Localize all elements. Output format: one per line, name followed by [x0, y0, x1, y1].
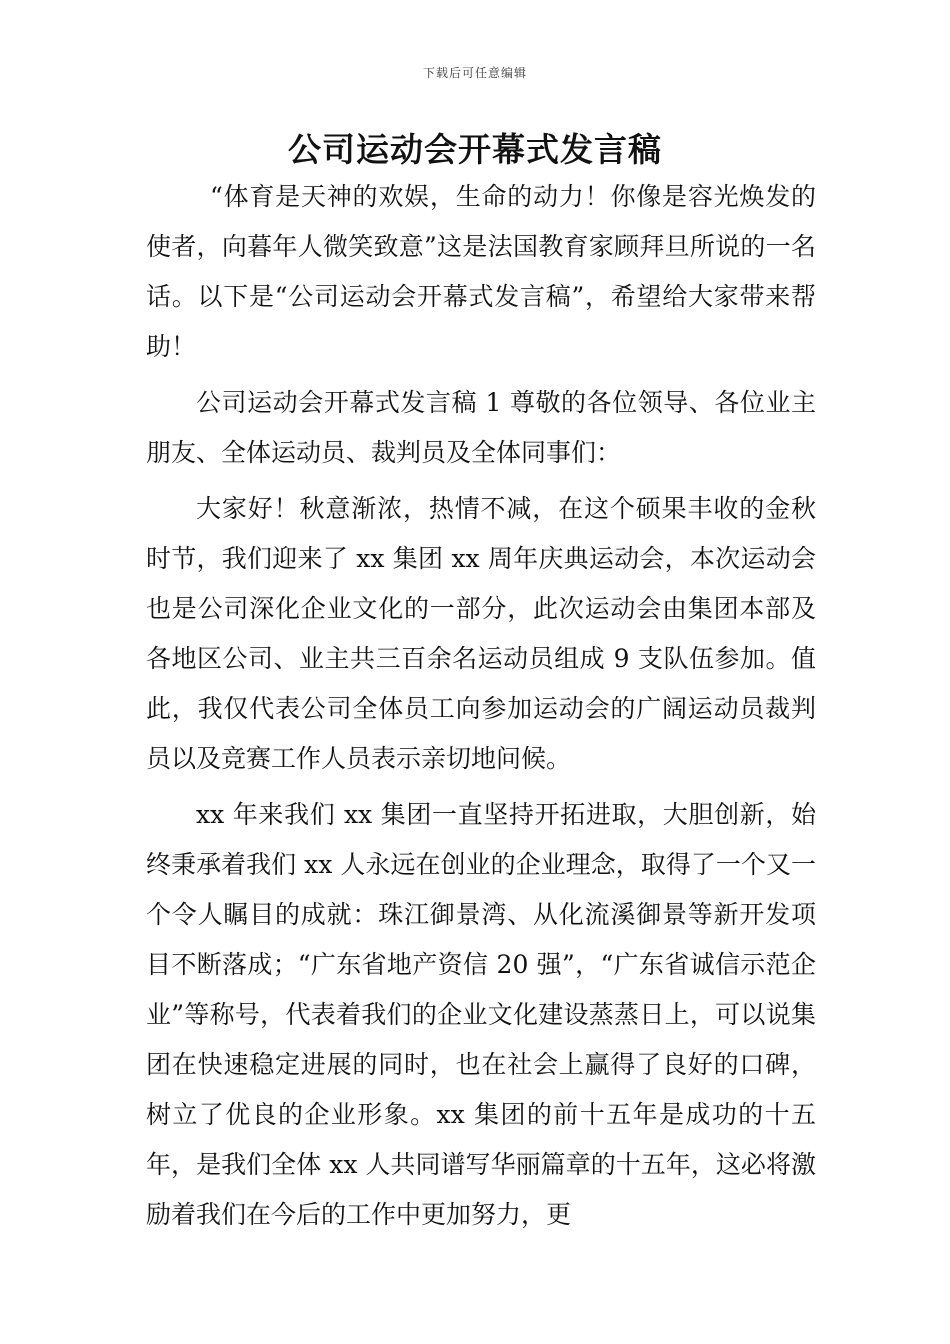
paragraph-salutation: 公司运动会开幕式发言稿 1 尊敬的各位领导、各位业主朋友、全体运动员、裁判员及全体同事们： — [146, 388, 816, 467]
header-note: 下载后可任意编辑 — [422, 66, 527, 80]
document-body — [146, 172, 816, 1246]
paragraph-intro: “体育是天神的欢娱，生命的动力！你像是容光焕发的使者，向暮年人微笑致意”这是法国教育家顾拜旦所说的一名话。以下是“公司运动会开幕式发言稿”，希望给大家带来帮助！ — [146, 182, 816, 361]
paragraph-greeting: 大家好！秋意渐浓，热情不减，在这个硕果丰收的金秋时节，我们迎来了 xx 集团 xx 周年庆典运动会，本次运动会也是公司深化企业文化的一部分，此次运动会由集团本部及各地区公司、业主共三百余名运动员组成 9 支队伍参加。值此，我仅代表公司全体员工向参加运动会的广阔运动员裁判员以及竞赛工作人员表示亲切地问候。 — [146, 494, 816, 773]
document-title: 公司运动会开幕式发言稿 — [288, 130, 662, 169]
paragraph-achievements: xx 年来我们 xx 集团一直坚持开拓进取，大胆创新，始终秉承着我们 xx 人永远在创业的企业理念，取得了一个又一个令人瞩目的成就：珠江御景湾、从化流溪御景等新开发项目不断落成；“广东省地产资信 20 强”，“广东省诚信示范企业”等称号，代表着我们的企业文化建设蒸蒸日上，可以说集团在快速稳定进展的同时，也在社会上赢得了良好的口碑，树立了优良的企业形象。xx 集团的前十五年是成功的十五年，是我们全体 xx 人共同谱写华丽篇章的十五年，这必将激励着我们在今后的工作中更加努力，更 — [146, 800, 816, 1229]
